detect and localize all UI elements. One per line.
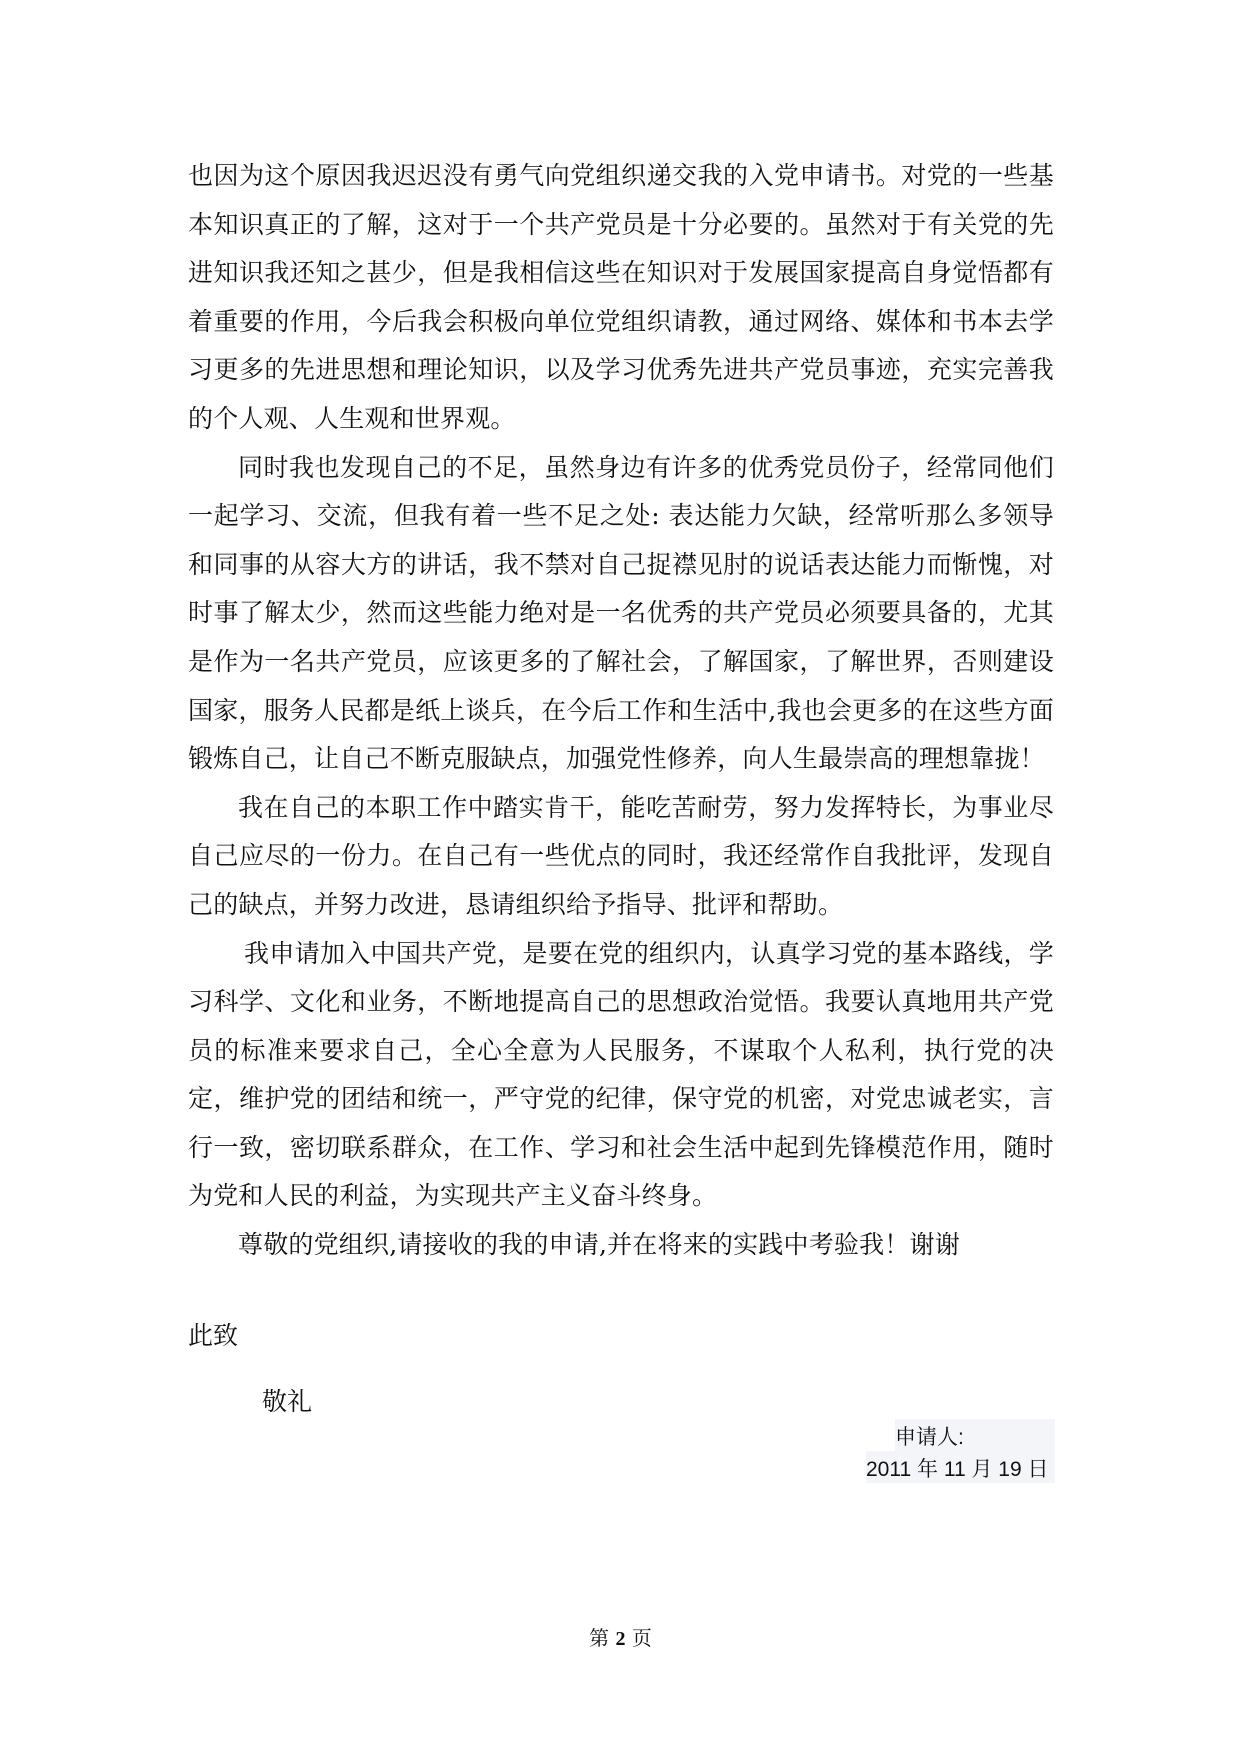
applicant-label: 申请人: bbox=[895, 1426, 964, 1449]
paragraph-continuation: 也因为这个原因我迟迟没有勇气向党组织递交我的入党申请书。对党的一些基本知识真正的了解，这对于一个共产党员是十分必要的。虽然对于有关党的先进知识我还知之甚少，但是我相信这些在知识对于发展国家提高自身觉悟都有着重要的作用，今后我会积极向单位党组织请教，通过网络、媒体和书本去学习更多的先进思想和理论知识，以及学习优秀先进共产党员事迹，充实完善我的个人观、人生观和世界观。 bbox=[188, 161, 1054, 433]
page-number-prefix: 第 bbox=[589, 1626, 610, 1650]
salute-phrase: 敬礼 bbox=[262, 1387, 313, 1416]
paragraph-shortcomings: 同时我也发现自己的不足，虽然身边有许多的优秀党员份子，经常同他们一起学习、交流，但我有着一些不足之处: 表达能力欠缺，经常听那么多领导和同事的从容大方的讲话，我不禁对自己捉襟见肘的说话表达能力而惭愧，对时事了解太少，然而这些能力绝对是一名优秀的共产党员必须要具备的，尤其是作为一名共产党员，应该更多的了解社会，了解国家，了解世界，否则建设国家，服务人民都是纸上谈兵，在今后工作和生活中,我也会更多的在这些方面锻炼自己，让自己不断克服缺点，加强党性修养，向人生最崇高的理想靠拢！ bbox=[188, 452, 1054, 774]
paragraph-work-attitude: 我在自己的本职工作中踏实肯干，能吃苦耐劳，努力发挥特长，为事业尽自己应尽的一份力。在自己有一些优点的同时，我还经常作自我批评，发现自己的缺点，并努力改进，恳请组织给予指导、批评和帮助。 bbox=[188, 792, 1054, 919]
paragraph-application-purpose: 我申请加入中国共产党，是要在党的组织内，认真学习党的基本路线，学习科学、文化和业务，不断地提高自己的思想政治觉悟。我要认真地用共产党员的标准来要求自己，全心全意为人民服务，不谋取个人私利，执行党的决定，维护党的团结和统一，严守党的纪律，保守党的机密，对党忠诚老实，言行一致，密切联系群众，在工作、学习和社会生活中起到先锋模范作用，随时为党和人民的利益，为实现共产主义奋斗终身。 bbox=[188, 938, 1054, 1211]
page-number bbox=[0, 1622, 1241, 1651]
paragraph-thanks: 尊敬的党组织,请接收的我的申请,并在将来的实践中考验我！谢谢 bbox=[238, 1230, 960, 1260]
letter-body bbox=[188, 152, 1054, 1270]
page-number-suffix: 页 bbox=[631, 1626, 652, 1650]
page-number-value: 2 bbox=[615, 1628, 626, 1650]
application-date: 2011 年 11 月 19 日 bbox=[866, 1458, 1049, 1481]
closing-phrase: 此致 bbox=[188, 1321, 239, 1350]
